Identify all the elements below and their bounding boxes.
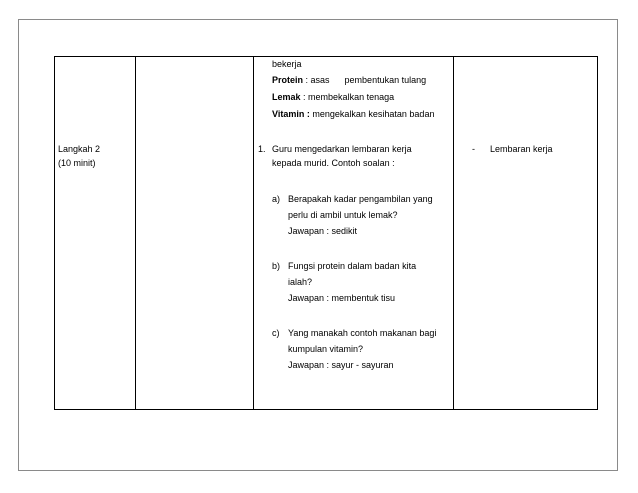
protein-definition: : asas pembentukan tulang xyxy=(305,75,427,85)
question-text-line2: kumpulan vitamin? xyxy=(288,344,364,354)
item-text-line2: kepada murid. Contoh soalan : xyxy=(272,158,395,168)
resource-dash: - xyxy=(472,144,475,154)
question-answer: Jawapan : sayur - sayuran xyxy=(288,360,394,370)
lemak-term: Lemak xyxy=(272,92,301,102)
question-text-line1: Yang manakah contoh makanan bagi xyxy=(288,328,437,338)
column-divider xyxy=(135,57,136,409)
lemak-line xyxy=(272,91,394,103)
protein-term: Protein xyxy=(272,75,304,85)
protein-line xyxy=(272,74,426,86)
item-text-line1: Guru mengedarkan lembaran kerja xyxy=(272,144,412,154)
item-number: 1. xyxy=(258,144,266,154)
continued-text: bekerja xyxy=(272,59,302,69)
question-text-line2: ialah? xyxy=(288,277,313,287)
question-answer: Jawapan : sedikit xyxy=(288,226,358,236)
step-title: Langkah 2 xyxy=(58,144,101,154)
question-letter: c) xyxy=(272,328,280,338)
question-letter: b) xyxy=(272,261,281,271)
vitamin-line xyxy=(272,108,434,120)
question-text-line1: Fungsi protein dalam badan kita xyxy=(288,261,417,271)
question-answer: Jawapan : membentuk tisu xyxy=(288,293,396,303)
question-text-line2: perlu di ambil untuk lemak? xyxy=(288,210,398,220)
column-divider xyxy=(453,57,454,409)
lemak-definition: : membekalkan tenaga xyxy=(303,92,395,102)
question-letter: a) xyxy=(272,194,281,204)
vitamin-term: Vitamin : xyxy=(272,109,310,119)
step-duration: (10 minit) xyxy=(58,158,96,168)
resource-label: Lembaran kerja xyxy=(490,144,553,154)
question-text-line1: Berapakah kadar pengambilan yang xyxy=(288,194,433,204)
column-divider xyxy=(253,57,254,409)
vitamin-definition: mengekalkan kesihatan badan xyxy=(312,109,435,119)
